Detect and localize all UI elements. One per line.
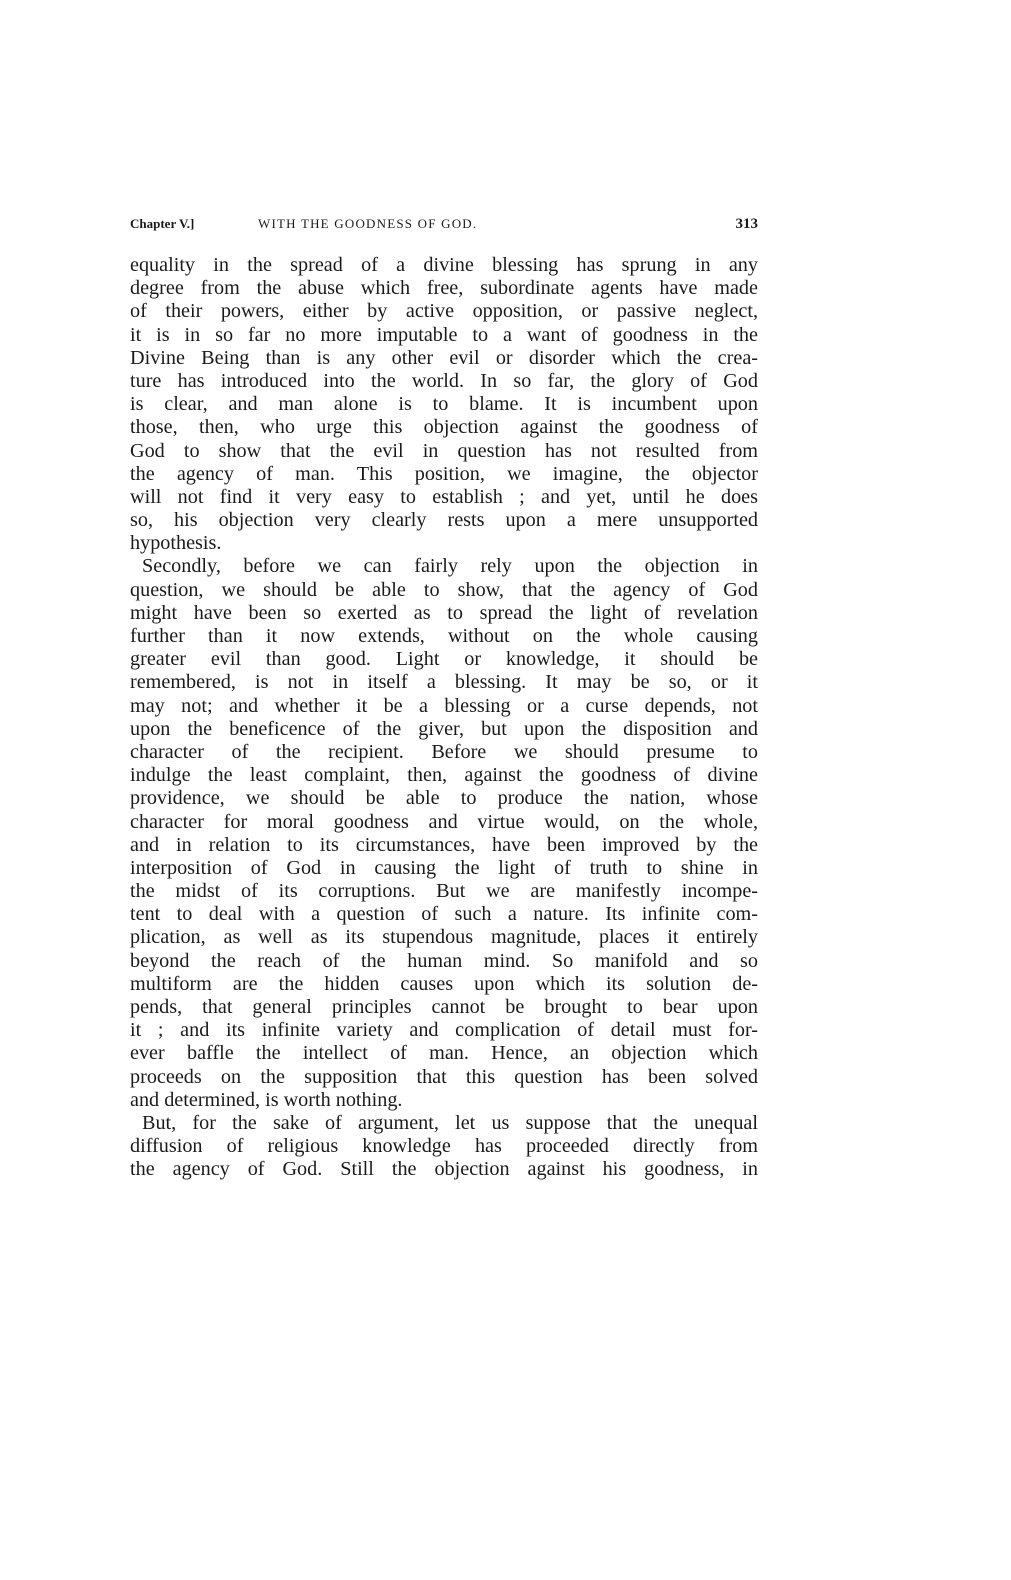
page-number: 313 — [735, 216, 758, 232]
chapter-label: Chapter V.] — [130, 216, 195, 231]
text-line: and in relation to its circumstances, have been improved by the — [130, 833, 758, 856]
book-page — [130, 216, 758, 1182]
text-line: of their powers, either by active opposition, or passive neglect, — [130, 300, 758, 323]
text-line: will not find it very easy to establish ; and yet, until he does — [130, 485, 758, 508]
text-line: the agency of man. This position, we imagine, the objector — [130, 462, 758, 485]
text-line: remembered, is not in itself a blessing. It may be so, or it — [130, 671, 758, 694]
text-line: tent to deal with a question of such a nature. Its infinite com- — [130, 903, 758, 926]
text-line: ture has introduced into the world. In so far, the glory of God — [130, 369, 758, 392]
text-line: hypothesis. — [130, 532, 222, 555]
text-line: greater evil than good. Light or knowledge, it should be — [130, 648, 758, 671]
text-line: may not; and whether it be a blessing or a curse depends, not — [130, 694, 758, 717]
text-line: the midst of its corruptions. But we are manifestly incompe- — [130, 880, 758, 903]
text-line: pends, that general principles cannot be brought to bear upon — [130, 996, 758, 1018]
text-line: character for moral goodness and virtue would, on the whole, — [130, 810, 758, 833]
text-line: indulge the least complaint, then, against the goodness of divine — [130, 764, 758, 787]
text-line: degree from the abuse which free, subordinate agents have made — [130, 277, 758, 300]
text-line: might have been so exerted as to spread the light of revelation — [130, 601, 758, 624]
text-line: and determined, is worth nothing. — [130, 1088, 403, 1111]
text-line: God to show that the evil in question has not resulted from — [130, 439, 758, 462]
text-line: it is in so far no more imputable to a want of goodness in the — [130, 323, 758, 346]
text-line: character of the recipient. Before we should presume to — [130, 740, 758, 763]
text-line: multiform are the hidden causes upon which its solution de- — [130, 972, 758, 995]
running-title: WITH THE GOODNESS OF GOD. — [258, 216, 478, 231]
text-line: question, we should be able to show, that the agency of God — [130, 578, 758, 601]
text-line: the agency of God. Still the objection against his goodness, in — [130, 1158, 758, 1181]
text-line: upon the beneficence of the giver, but upon the disposition and — [130, 717, 758, 740]
text-line: Divine Being than is any other evil or disorder which the crea- — [130, 346, 758, 369]
text-line: equality in the spread of a divine blessing has sprung in any — [130, 254, 758, 276]
text-line: is clear, and man alone is to blame. It is incumbent upon — [130, 393, 758, 416]
paragraph-start-line: Secondly, before we can fairly rely upon the objection in — [142, 555, 758, 578]
text-line: further than it now extends, without on the whole causing — [130, 625, 758, 647]
text-line: ever baffle the intellect of man. Hence, an objection which — [130, 1042, 758, 1065]
text-line: providence, we should be able to produce the nation, whose — [130, 787, 758, 810]
text-line: interposition of God in causing the light of truth to shine in — [130, 856, 758, 879]
running-header — [130, 216, 758, 242]
text-line: it ; and its infinite variety and complication of detail must for- — [130, 1019, 758, 1042]
paragraph-start-line: But, for the sake of argument, let us suppose that the unequal — [142, 1111, 758, 1134]
text-line: plication, as well as its stupendous magnitude, places it entirely — [130, 926, 758, 949]
text-line: those, then, who urge this objection against the goodness of — [130, 416, 758, 439]
text-line: proceeds on the supposition that this question has been solved — [130, 1065, 758, 1088]
text-line: beyond the reach of the human mind. So manifold and so — [130, 949, 758, 972]
text-line: diffusion of religious knowledge has proceeded directly from — [130, 1135, 758, 1158]
body-text — [130, 254, 758, 1182]
text-line: so, his objection very clearly rests upon a mere unsupported — [130, 509, 758, 532]
